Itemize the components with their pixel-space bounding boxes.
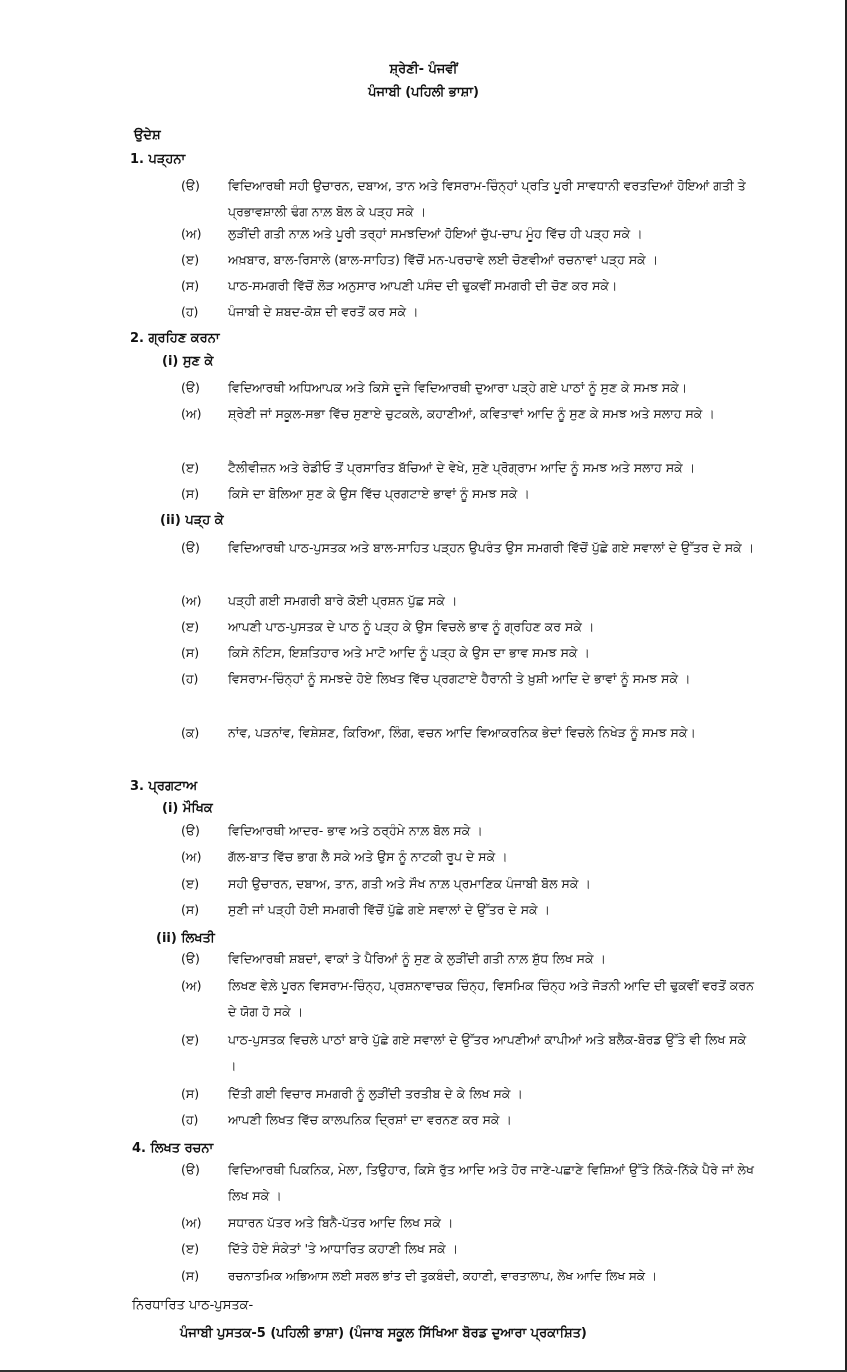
subsection-oral-title: (i) ਮੌਖਿਕ (162, 801, 213, 816)
item-label: (ਸ) (181, 1268, 200, 1283)
item-label: (ਸ) (181, 486, 200, 501)
item-text: ਦਿੱਤੇ ਹੋਏ ਸੰਕੇਤਾਂ 'ਤੇ ਆਧਾਰਿਤ ਕਹਾਣੀ ਲਿਖ ਸਕੇ । (228, 1241, 459, 1256)
item-label: (ੳ) (181, 380, 200, 395)
item-label: (ੲ) (181, 619, 200, 634)
item-text: ਸਧਾਰਨ ਪੱਤਰ ਅਤੇ ਬਿਨੈ-ਪੱਤਰ ਆਦਿ ਲਿਖ ਸਕੇ । (228, 1215, 454, 1230)
item-label: (ੲ) (181, 460, 200, 475)
item-text: ਸਹੀ ਉਚਾਰਨ, ਦਬਾਅ, ਤਾਨ, ਗਤੀ ਅਤੇ ਸੌਖ ਨਾਲ਼ ਪ੍ਰਮਾਣਿਕ ਪੰਜਾਬੀ ਬੋਲ ਸਕੇ । (228, 876, 591, 891)
item-text: ਸੁਣੀ ਜਾਂ ਪੜ੍ਹੀ ਹੋਈ ਸਮਗਰੀ ਵਿੱਚੋਂ ਪੁੱਛੇ ਗਏ ਸਵਾਲਾਂ ਦੇ ਉੱਤਰ ਦੇ ਸਕੇ । (228, 902, 550, 917)
item-label: (ੲ) (181, 252, 200, 267)
section-3-title: 3. ਪ੍ਰਗਟਾਅ (130, 779, 198, 794)
item-label: (ਸ) (181, 902, 200, 917)
item-text: ਪਾਠ-ਪੁਸਤਕ ਵਿਚਲੇ ਪਾਠਾਂ ਬਾਰੇ ਪੁੱਛੇ ਗਏ ਸਵਾਲਾਂ ਦੇ ਉੱਤਰ ਆਪਣੀਆਂ ਕਾਪੀਆਂ ਅਤੇ ਬਲੈਕ-ਬੋਰਡ ਉੱਤੇ ਵੀ ਲਿਖ ਸਕੇ । (228, 1032, 747, 1073)
item-text: ਅਖ਼ਬਾਰ, ਬਾਲ-ਰਿਸਾਲੇ (ਬਾਲ-ਸਾਹਿਤ) ਵਿੱਚੋਂ ਮਨ-ਪਰਚਾਵੇ ਲਈ ਚੋਣਵੀਆਂ ਰਚਨਾਵਾਂ ਪੜ੍ਹ ਸਕੇ । (228, 252, 659, 267)
item-text: ਵਿਦਿਆਰਥੀ ਪਾਠ-ਪੁਸਤਕ ਅਤੇ ਬਾਲ-ਸਾਹਿਤ ਪੜ੍ਹਨ ਉਪਰੰਤ ਉਸ ਸਮਗਰੀ ਵਿੱਚੋਂ ਪੁੱਛੇ ਗਏ ਸਵਾਲਾਂ ਦੇ ਉੱਤਰ ਦੇ ਸਕੇ । (228, 540, 755, 555)
item-label: (ਹ) (181, 304, 199, 319)
subject-title: ਪੰਜਾਬੀ (ਪਹਿਲੀ ਭਾਸ਼ਾ) (368, 85, 479, 100)
item-label: (ੳ) (181, 178, 200, 193)
class-title: ਸ਼੍ਰੇਣੀ- ਪੰਜਵੀਂ (389, 62, 458, 77)
section-4-title: 4. ਲਿਖਤ ਰਚਨਾ (132, 1141, 214, 1156)
subsection-written-title: (ii) ਲਿਖਤੀ (156, 931, 215, 946)
prescribed-textbook-label: ਨਿਰਧਾਰਿਤ ਪਾਠ-ਪੁਸਤਕ- (132, 1298, 254, 1313)
item-text: ਗੱਲ-ਬਾਤ ਵਿੱਚ ਭਾਗ ਲੈ ਸਕੇ ਅਤੇ ਉਸ ਨੂੰ ਨਾਟਕੀ ਰੂਪ ਦੇ ਸਕੇ । (228, 849, 508, 864)
item-text: ਨਾਂਵ, ਪੜਨਾਂਵ, ਵਿਸ਼ੇਸ਼ਣ, ਕਿਰਿਆ, ਲਿੰਗ, ਵਚਨ ਆਦਿ ਵਿਆਕਰਨਿਕ ਭੇਦਾਂ ਵਿਚਲੇ ਨਿਖੇੜ ਨੂੰ ਸਮਝ ਸਕੇ। (228, 725, 696, 740)
item-text: ਵਿਦਿਆਰਥੀ ਅਧਿਆਪਕ ਅਤੇ ਕਿਸੇ ਦੂਜੇ ਵਿਦਿਆਰਥੀ ਦੁਆਰਾ ਪੜ੍ਹੇ ਗਏ ਪਾਠਾਂ ਨੂੰ ਸੁਣ ਕੇ ਸਮਝ ਸਕੇ। (228, 380, 688, 395)
item-text: ਵਿਦਿਆਰਥੀ ਸ਼ਬਦਾਂ, ਵਾਕਾਂ ਤੇ ਪੈਰਿਆਂ ਨੂੰ ਸੁਣ ਕੇ ਲੁੜੀਂਦੀ ਗਤੀ ਨਾਲ਼ ਸ਼ੁੱਧ ਲਿਖ ਸਕੇ । (228, 951, 606, 966)
section-1-title: 1. ਪੜ੍ਹਨਾ (130, 152, 186, 167)
item-label: (ਸ) (181, 278, 200, 293)
item-label: (ਸ) (181, 1086, 200, 1101)
item-text: ਕਿਸੇ ਦਾ ਬੋਲਿਆ ਸੁਣ ਕੇ ਉਸ ਵਿੱਚ ਪ੍ਰਗਟਾਏ ਭਾਵਾਂ ਨੂੰ ਸਮਝ ਸਕੇ । (228, 486, 530, 501)
item-label: (ੲ) (181, 1032, 200, 1047)
item-label: (ਅ) (181, 226, 202, 241)
item-label: (ੲ) (181, 1241, 200, 1256)
item-text: ਲਿਖਣ ਵੇਲ਼ੇ ਪੂਰਨ ਵਿਸਰਾਮ-ਚਿੰਨ੍ਹ, ਪ੍ਰਸ਼ਨਾਵਾਚਕ ਚਿੰਨ੍ਹ, ਵਿਸਮਿਕ ਚਿੰਨ੍ਹ ਅਤੇ ਜੋੜਨੀ ਆਦਿ ਦੀ ਢੁਕਵੀਂ ਵਰਤੋਂ ਕਰਨ ਦੇ ਯੋਗ ਹੋ ਸਕੇ । (228, 978, 754, 1019)
item-text: ਪਾਠ-ਸਮਗਰੀ ਵਿੱਚੋਂ ਲੋੜ ਅਨੁਸਾਰ ਆਪਣੀ ਪਸੰਦ ਦੀ ਢੁਕਵੀਂ ਸਮਗਰੀ ਦੀ ਚੋਣ ਕਰ ਸਕੇ। (228, 278, 618, 293)
subsection-reading-title: (ii) ਪੜ੍ਹ ਕੇ (160, 513, 224, 528)
prescribed-textbook-title: ਪੰਜਾਬੀ ਪੁਸਤਕ-5 (ਪਹਿਲੀ ਭਾਸ਼ਾ) (ਪੰਜਾਬ ਸਕੂਲ ਸਿੱਖਿਆ ਬੋਰਡ ਦੁਆਰਾ ਪ੍ਰਕਾਸ਼ਿਤ) (180, 1326, 587, 1341)
item-label: (ਅ) (181, 593, 202, 608)
item-label: (ਹ) (181, 1112, 199, 1127)
item-text: ਵਿਸਰਾਮ-ਚਿੰਨ੍ਹਾਂ ਨੂੰ ਸਮਝਦੇ ਹੋਏ ਲਿਖਤ ਵਿੱਚ ਪ੍ਰਗਟਾਏ ਹੈਰਾਨੀ ਤੇ ਖ਼ੁਸ਼ੀ ਆਦਿ ਦੇ ਭਾਵਾਂ ਨੂੰ ਸਮਝ ਸਕੇ । (228, 671, 691, 686)
item-text: ਸ਼੍ਰੇਣੀ ਜਾਂ ਸਕੂਲ-ਸਭਾ ਵਿੱਚ ਸੁਣਾਏ ਚੁਟਕਲੇ, ਕਹਾਣੀਆਂ, ਕਵਿਤਾਵਾਂ ਆਦਿ ਨੂੰ ਸੁਣ ਕੇ ਸਮਝ ਅਤੇ ਸਲਾਹ ਸਕੇ । (228, 406, 715, 421)
item-label: (ੳ) (181, 540, 200, 555)
item-label: (ੳ) (181, 951, 200, 966)
item-text: ਆਪਣੀ ਪਾਠ-ਪੁਸਤਕ ਦੇ ਪਾਠ ਨੂੰ ਪੜ੍ਹ ਕੇ ਉਸ ਵਿਚਲੇ ਭਾਵ ਨੂੰ ਗ੍ਰਹਿਣ ਕਰ ਸਕੇ । (228, 619, 595, 634)
subsection-listening-title: (i) ਸੁਣ ਕੇ (162, 354, 214, 369)
item-label: (ਅ) (181, 1215, 202, 1230)
item-text: ਵਿਦਿਆਰਥੀ ਸਹੀ ਉਚਾਰਨ, ਦਬਾਅ, ਤਾਨ ਅਤੇ ਵਿਸਰਾਮ-ਚਿੰਨ੍ਹਾਂ ਪ੍ਰਤਿ ਪੂਰੀ ਸਾਵਧਾਨੀ ਵਰਤਦਿਆਂ ਹੋਇਆਂ ਗਤੀ ਤੇ ਪ੍ਰਭਾਵਸ਼ਾਲੀ ਢੰਗ ਨਾਲ਼ ਬੋਲ ਕੇ ਪੜ੍ਹ ਸਕੇ । (228, 178, 746, 219)
section-2-title: 2. ਗ੍ਰਹਿਣ ਕਰਨਾ (130, 331, 220, 346)
item-text: ਵਿਦਿਆਰਥੀ ਪਿਕਨਿਕ, ਮੇਲਾ, ਤਿਉਹਾਰ, ਕਿਸੇ ਰੁੱਤ ਆਦਿ ਅਤੇ ਹੋਰ ਜਾਣੇ-ਪਛਾਣੇ ਵਿਸ਼ਿਆਂ ਉੱਤੇ ਨਿੱਕੇ-ਨਿੱਕੇ ਪੈਰੇ ਜਾਂ ਲੇਖ ਲਿਖ ਸਕੇ । (228, 1162, 754, 1203)
item-text: ਕਿਸੇ ਨੋਟਿਸ, ਇਸ਼ਤਿਹਾਰ ਅਤੇ ਮਾਟੋ ਆਦਿ ਨੂੰ ਪੜ੍ਹ ਕੇ ਉਸ ਦਾ ਭਾਵ ਸਮਝ ਸਕੇ । (228, 645, 590, 660)
item-label: (ੲ) (181, 876, 200, 891)
item-text: ਰਚਨਾਤਮਿਕ ਅਭਿਆਸ ਲਈ ਸਰਲ ਭਾਂਤ ਦੀ ਤੁਕਬੰਦੀ, ਕਹਾਣੀ, ਵਾਰਤਾਲਾਪ, ਲੇਖ ਆਦਿ ਲਿਖ ਸਕੇ । (228, 1269, 658, 1283)
item-label: (ਅ) (181, 978, 202, 993)
item-label: (ਅ) (181, 849, 202, 864)
item-label: (ੳ) (181, 823, 200, 838)
item-label: (ਕ) (181, 725, 200, 740)
item-text: ਟੈਲੀਵੀਜ਼ਨ ਅਤੇ ਰੇਡੀਓ ਤੋਂ ਪ੍ਰਸਾਰਿਤ ਬੱਚਿਆਂ ਦੇ ਵੇਖੇ, ਸੁਣੇ ਪ੍ਰੋਗ੍ਰਾਮ ਆਦਿ ਨੂੰ ਸਮਝ ਅਤੇ ਸਲਾਹ ਸਕੇ । (228, 460, 696, 475)
item-label: (ੳ) (181, 1162, 200, 1177)
item-text: ਦਿੱਤੀ ਗਈ ਵਿਚਾਰ ਸਮਗਰੀ ਨੂੰ ਲੁੜੀਂਦੀ ਤਰਤੀਬ ਦੇ ਕੇ ਲਿਖ ਸਕੇ । (228, 1086, 523, 1101)
item-text: ਲੁੜੀਂਦੀ ਗਤੀ ਨਾਲ਼ ਅਤੇ ਪੂਰੀ ਤਰ੍ਹਾਂ ਸਮਝਦਿਆਂ ਹੋਇਆਂ ਚੁੱਪ-ਚਾਪ ਮੂੰਹ ਵਿੱਚ ਹੀ ਪੜ੍ਹ ਸਕੇ । (228, 226, 643, 241)
item-label: (ਅ) (181, 406, 202, 421)
item-text: ਪੜ੍ਹੀ ਗਈ ਸਮਗਰੀ ਬਾਰੇ ਕੋਈ ਪ੍ਰਸ਼ਨ ਪੁੱਛ ਸਕੇ । (228, 593, 458, 608)
item-label: (ਹ) (181, 671, 199, 686)
item-text: ਵਿਦਿਆਰਥੀ ਆਦਰ- ਭਾਵ ਅਤੇ ਠਰ੍ਹੰਮੇ ਨਾਲ਼ ਬੋਲ ਸਕੇ । (228, 823, 483, 838)
objectives-heading: ਉਦੇਸ਼ (134, 128, 161, 143)
item-text: ਆਪਣੀ ਲਿਖਤ ਵਿੱਚ ਕਾਲਪਨਿਕ ਦ੍ਰਿਸ਼ਾਂ ਦਾ ਵਰਨਣ ਕਰ ਸਕੇ । (228, 1112, 512, 1127)
item-text: ਪੰਜਾਬੀ ਦੇ ਸ਼ਬਦ-ਕੋਸ਼ ਦੀ ਵਰਤੋਂ ਕਰ ਸਕੇ । (228, 304, 419, 319)
item-label: (ਸ) (181, 645, 200, 660)
